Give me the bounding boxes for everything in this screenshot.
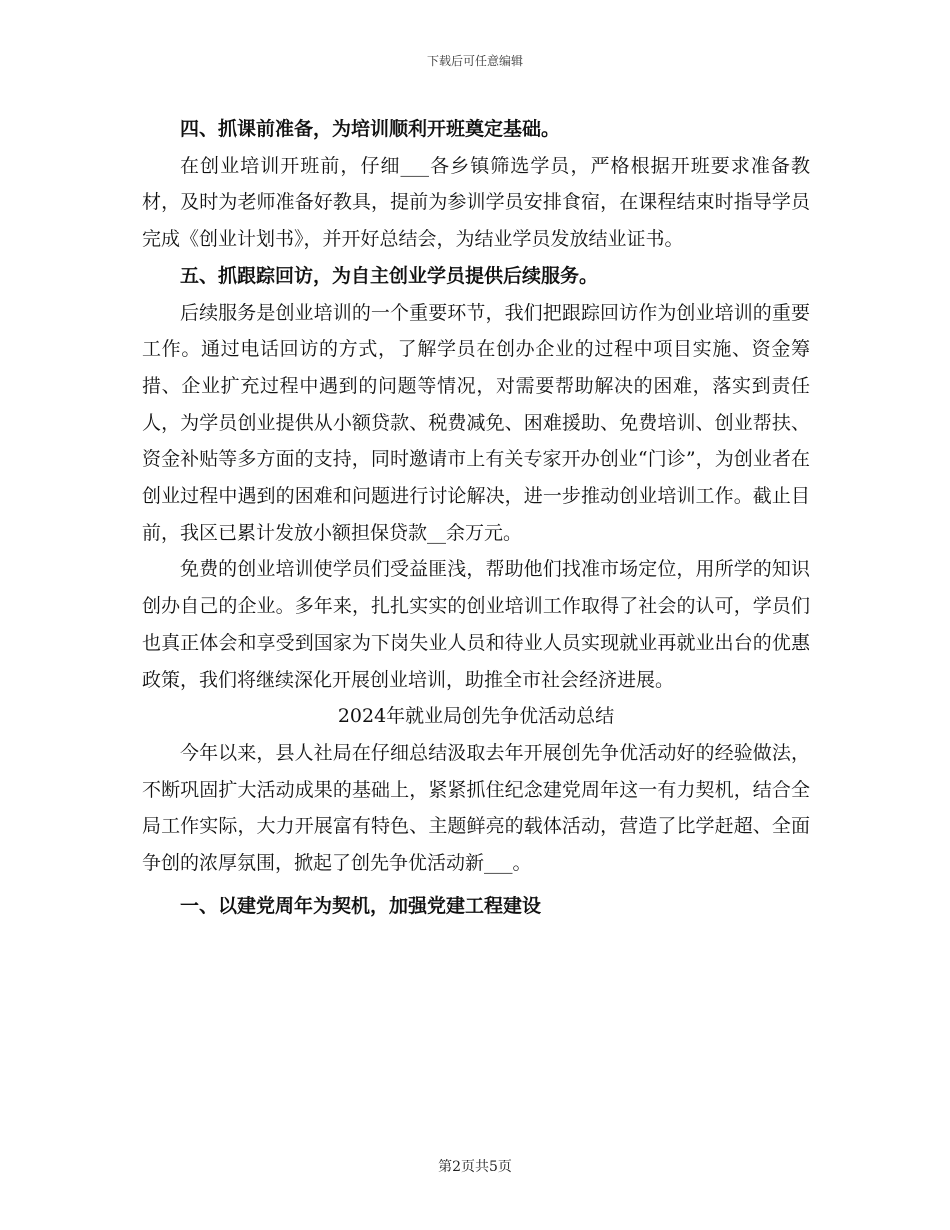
header-note: 下载后可任意编辑 [426,54,523,68]
page-number: 第2页共5页 [438,1159,512,1175]
section-paragraph-4: 在创业培训开班前，仔细___各乡镇筛选学员，严格根据开班要求准备教材，及时为老师准备好教具，提前为参训学员安排食宿，在课程结束时指导学员完成《创业计划书》，并开好总结会，为结业学员发放结业证书。 [142,154,810,251]
section-paragraph-5-1: 后续服务是创业培训的一个重要环节，我们把跟踪回访作为创业培训的重要工作。通过电话回访的方式，了解学员在创办企业的过程中项目实施、资金筹措、企业扩充过程中遇到的问题等情况，对需要帮助解决的困难，落实到责任人，为学员创业提供从小额贷款、税费减免、困难援助、免费培训、创业帮扶、资金补贴等多方面的支持，同时邀请市上有关专家开办创业“门诊”，为创业者在创业过程中遇到的困难和问题进行讨论解决，进一步推动创业培训工作。截止目前，我区已累计发放小额担保贷款__余万元。 [142,301,810,544]
intro-paragraph: 今年以来，县人社局在仔细总结汲取去年开展创先争优活动好的经验做法，不断巩固扩大活动成果的基础上，紧紧抓住纪念建党周年这一有力契机，结合全局工作实际，大力开展富有特色、主题鲜亮的载体活动，营造了比学赶超、全面争创的浓厚氛围，掀起了创先争优活动新___。 [142,741,810,875]
section-heading-4: 四、抓课前准备，为培训顺利开班奠定基础。 [180,118,561,140]
section-heading-1: 一、以建党周年为契机，加强党建工程建设 [180,894,542,917]
section-paragraph-5-2: 免费的创业培训使学员们受益匪浅，帮助他们找准市场定位，用所学的知识创办自己的企业。多年来，扎扎实实的创业培训工作取得了社会的认可，学员们也真正体会和享受到国家为下岗失业人员和待业人员实现就业再就业出台的优惠政策，我们将继续深化开展创业培训，助推全市社会经济进展。 [142,558,810,691]
document-body [142,111,810,924]
document-title: 2024年就业局创先争优活动总结 [337,705,615,728]
section-heading-5: 五、抓跟踪回访，为自主创业学员提供后续服务。 [180,264,599,287]
